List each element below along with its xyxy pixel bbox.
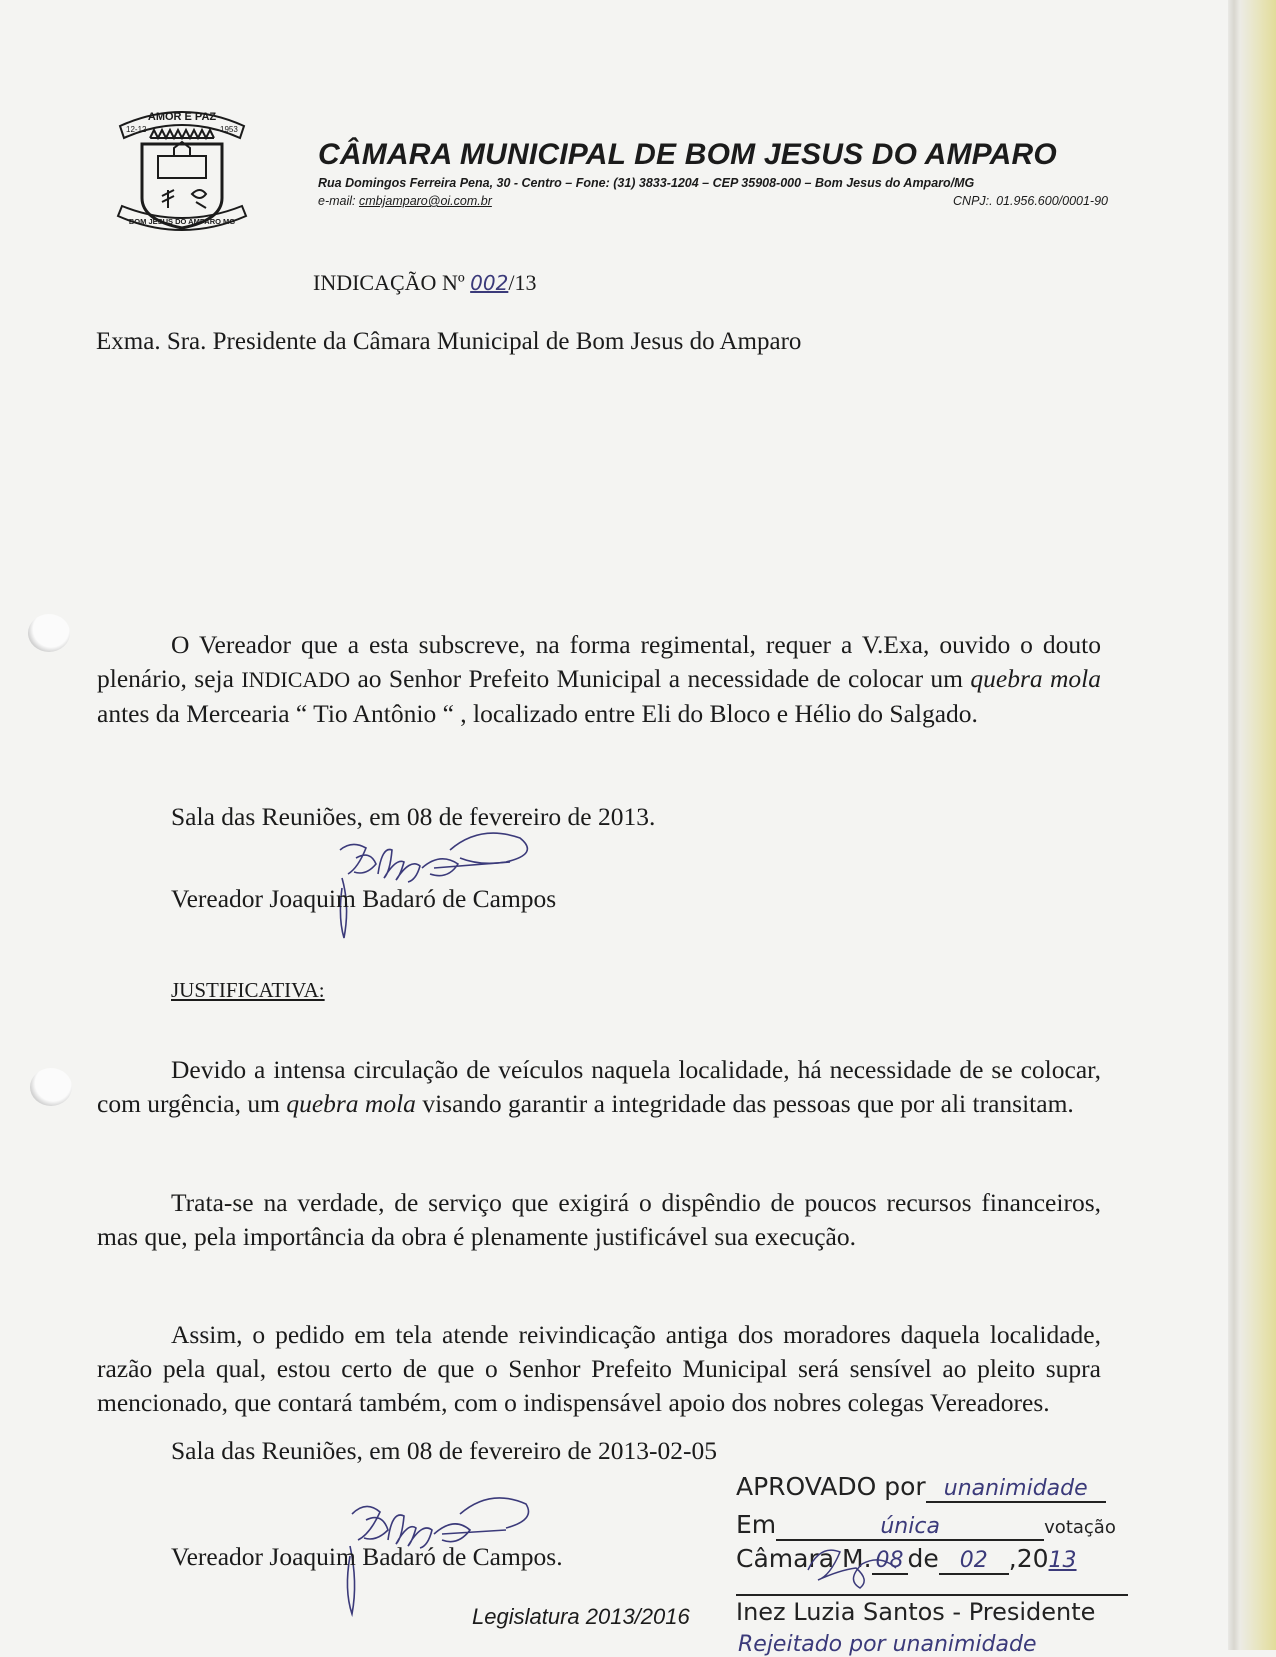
stamp-session: única — [880, 1514, 940, 1539]
chamber-email-line — [318, 194, 492, 208]
stamp-month: 02 — [959, 1548, 988, 1573]
stamp-year-prefix: ,20 — [1008, 1544, 1049, 1573]
stamp-de-label: de — [907, 1544, 939, 1573]
signer-name-2: Vereador Joaquim Badaró de Campos. — [171, 1542, 563, 1571]
stamp-approved-by: unanimidade — [943, 1476, 1088, 1501]
stamp-votacao-label: votação — [1044, 1517, 1116, 1538]
justification-quebra-mola: quebra mola — [286, 1089, 416, 1118]
request-indicado: INDICADO — [241, 667, 351, 692]
punch-hole-bottom — [30, 1068, 72, 1106]
indicacao-label: INDICAÇÃO Nº — [313, 270, 471, 295]
stamp-year: 13 — [1048, 1548, 1077, 1573]
stamp-divider — [736, 1594, 1128, 1596]
punch-hole-top — [28, 614, 70, 652]
stamp-camara-label: Câmara M. — [736, 1544, 872, 1573]
request-quebra-mola: quebra mola — [970, 664, 1101, 693]
logo-motto: AMOR E PAZ — [147, 111, 217, 123]
justificativa-heading: JUSTIFICATIVA: — [171, 978, 325, 1002]
date-line-2: Sala das Reuniões, em 08 de fevereiro de 2013-02-05 — [171, 1436, 717, 1465]
logo-date: 12-12 — [126, 125, 147, 134]
page-edge — [1228, 0, 1276, 1650]
justification-paragraph-3: Assim, o pedido em tela atende reivindicação antiga dos moradores daquela localidade, razão pela qual, estou certo de que o Senhor Prefeito Municipal será sensível ao pleito supra mencionado, que contará também, com o indispensável apoio dos nobres colegas Vereadores. — [97, 1320, 1101, 1417]
indicacao-year: /13 — [508, 270, 537, 295]
request-text-3: antes da Mercearia “ Tio Antônio “ , localizado entre Eli do Bloco e Hélio do Salgado. — [97, 699, 978, 728]
footer-handwritten-note: Rejeitado por unanimidade — [738, 1632, 1037, 1657]
chamber-address: Rua Domingos Ferreira Pena, 30 - Centro – Fone: (31) 3833-1204 – CEP 35908-000 – Bom Jesus do Amparo/MG — [318, 176, 975, 190]
salutation: Exma. Sra. Presidente da Câmara Municipal de Bom Jesus do Amparo — [96, 328, 802, 355]
indicacao-number: 002 — [470, 271, 509, 295]
justification-text-1b: visando garantir a integridade das pessoas que por ali transitam. — [415, 1089, 1074, 1118]
stamp-em-label: Em — [736, 1510, 777, 1539]
indicacao-number-line — [313, 270, 536, 296]
stamp-approved-label: APROVADO por — [736, 1472, 926, 1501]
date-line-1: Sala das Reuniões, em 08 de fevereiro de 2013. — [171, 802, 656, 831]
logo-year: 1953 — [220, 125, 238, 134]
chamber-title: CÂMARA MUNICIPAL DE BOM JESUS DO AMPARO — [318, 138, 1057, 171]
president-signature — [800, 1540, 920, 1596]
stamp-approved-line — [736, 1472, 1106, 1503]
request-paragraph — [97, 628, 1101, 731]
justification-paragraph-2: Trata-se na verdade, de serviço que exigirá o dispêndio de poucos recursos financeiros, mas que, pela importância da obra é plenamente justificável sua execução. — [97, 1188, 1101, 1251]
stamp-session-line — [736, 1510, 1116, 1541]
logo-city: BOM JESUS DO AMPARO MG — [128, 217, 236, 226]
signer-name-1: Vereador Joaquim Badaró de Campos — [171, 884, 557, 913]
stamp-day: 08 — [875, 1548, 904, 1573]
email-label: e-mail: — [318, 194, 359, 208]
chamber-cnpj: CNPJ:. 01.956.600/0001-90 — [953, 194, 1108, 208]
email-link[interactable]: cmbjamparo@oi.com.br — [358, 194, 492, 208]
stamp-president: Inez Luzia Santos - Presidente — [736, 1598, 1096, 1626]
coat-of-arms-logo — [112, 98, 252, 240]
justification-paragraph-1 — [97, 1053, 1101, 1121]
request-text-2: ao Senhor Prefeito Municipal a necessidade de colocar um — [350, 664, 971, 693]
justification-text-1a: Devido a intensa circulação de veículos naquela localidade, há necessidade de se colocar, com urgência, um — [97, 1055, 1101, 1118]
legislatura-footer: Legislatura 2013/2016 — [472, 1604, 690, 1629]
request-text-1: O Vereador que a esta subscreve, na forma regimental, requer a V.Exa, ouvido o douto plenário, seja — [97, 630, 1101, 693]
